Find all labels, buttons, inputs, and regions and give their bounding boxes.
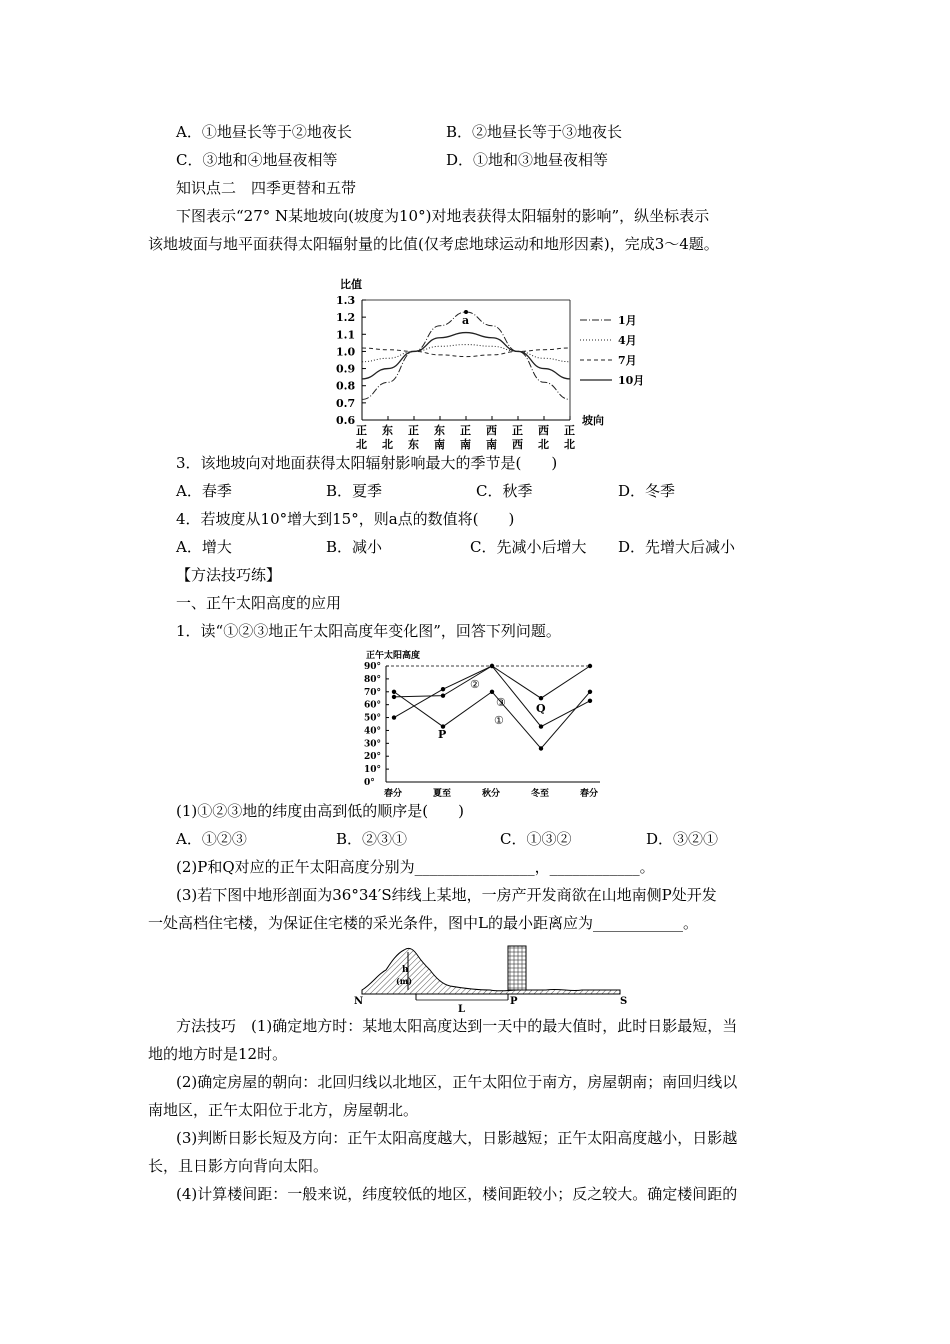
chart2-ytick-label: 90° <box>364 662 382 672</box>
altitude-point <box>588 690 592 694</box>
q4-stem: 4．若坡度从10°增大到15°，则a点的数值将( ) <box>176 510 515 528</box>
q1-1-option-a: A．①②③ <box>176 830 247 848</box>
q3-option-c: C．秋季 <box>476 482 533 500</box>
chart1-xtick-label-top: 东 <box>434 424 445 437</box>
q4-option-a: A．增大 <box>176 538 232 556</box>
chart2-xtick-label: 春分 <box>384 789 403 799</box>
method-line-1: 方法技巧 (1)确定地方时：某地太阳高度达到一天中的最大值时，此时日影最短，当 <box>176 1017 738 1035</box>
label-N: N <box>354 996 364 1007</box>
altitude-point <box>539 746 543 750</box>
altitude-point <box>539 696 543 700</box>
chart1-ytick-label: 0.6 <box>336 414 356 427</box>
chart1-xtick-label-top: 正 <box>460 424 471 437</box>
chart1-xtick-label-bottom: 南 <box>460 438 471 451</box>
legend-jan: 1月 <box>618 314 637 327</box>
altitude-point <box>588 664 592 668</box>
chart1-legend <box>580 314 644 387</box>
legend-jul: 7月 <box>618 354 637 367</box>
q3-option-d: D．冬季 <box>618 482 676 500</box>
q3-stem: 3．该地坡向对地面获得太阳辐射影响最大的季节是( ) <box>176 454 558 472</box>
method-line-7: (4)计算楼间距：一般来说，纬度较低的地区，楼间距较小；反之较大。确定楼间距的 <box>176 1185 738 1203</box>
chart1-xtick-label-top: 西 <box>486 424 497 437</box>
q1-1-stem: (1)①②③地的纬度由高到低的顺序是( ) <box>176 802 464 820</box>
altitude-line-3 <box>394 666 590 727</box>
chart1-xtick-label-bottom: 南 <box>434 438 445 451</box>
mountain <box>362 948 620 994</box>
label-P: P <box>438 728 447 741</box>
label-P-terrain: P <box>510 996 518 1007</box>
point-a-label: a <box>462 314 470 327</box>
method-line-4: 南地区，正午太阳位于北方，房屋朝北。 <box>148 1101 419 1119</box>
chart1-xtick-label-top: 正 <box>356 424 367 437</box>
q4-option-b: B．减小 <box>326 538 383 556</box>
q3-option-b: B．夏季 <box>326 482 383 500</box>
residential-building <box>508 946 526 990</box>
label-circle-1: ① <box>494 714 504 727</box>
q1-stem: 1．读“①②③地正午太阳高度年变化图”，回答下列问题。 <box>176 622 561 640</box>
chart1-xtick-label-top: 正 <box>564 424 575 437</box>
terrain-profile <box>350 940 640 1014</box>
altitude-point <box>490 664 494 668</box>
altitude-point <box>392 715 396 719</box>
chart1-ylabel: 比值 <box>340 278 362 291</box>
chart1-ytick-label: 0.7 <box>336 396 356 410</box>
chart2-ytick-label: 50° <box>364 713 382 724</box>
sub-title: 一、正午太阳高度的应用 <box>176 594 342 612</box>
series-line-4 <box>362 333 570 379</box>
altitude-point <box>392 690 396 694</box>
altitude-point <box>588 699 592 703</box>
altitude-point <box>441 687 445 691</box>
method-line-5: (3)判断日影长短及方向：正午太阳高度越大，日影越短；正午太阳高度越小，日影越 <box>176 1129 738 1147</box>
chart1-ytick-label: 0.8 <box>336 379 356 393</box>
option-c: C．③地和④地昼夜相等 <box>176 151 338 169</box>
label-circle-2: ② <box>470 678 480 691</box>
label-S: S <box>620 996 628 1007</box>
intro-line-1: 下图表示“27° N某地坡向(坡度为10°)对地表获得太阳辐射的影响”，纵坐标表示 <box>176 207 710 225</box>
altitude-point <box>490 690 494 694</box>
method-line-2: 地的地方时是12时。 <box>148 1045 288 1063</box>
altitude-point <box>539 724 543 728</box>
chart1-xtick-label-bottom: 北 <box>382 438 393 451</box>
chart1-ytick-label: 0.9 <box>336 362 356 376</box>
chart1-ytick-label: 1.2 <box>336 311 356 325</box>
chart1-xtick-label-bottom: 北 <box>356 438 367 451</box>
chart1-xtick-label-bottom: 北 <box>538 438 549 451</box>
option-b: B．②地昼长等于③地夜长 <box>446 123 623 141</box>
altitude-point <box>441 693 445 697</box>
q1-3-line-1: (3)若下图中地形剖面为36°34′S纬线上某地，一房产开发商欲在山地南侧P处开发 <box>176 886 717 904</box>
label-Q: Q <box>536 702 546 715</box>
q3-option-a: A．春季 <box>176 482 232 500</box>
chart1-ytick-label: 1.3 <box>336 294 356 307</box>
method-line-3: (2)确定房屋的朝向：北回归线以北地区，正午太阳位于南方，房屋朝南；南回归线以 <box>176 1073 738 1091</box>
chart1-xtick-label-bottom: 东 <box>408 438 419 451</box>
legend-apr: 4月 <box>618 334 637 347</box>
chart1-xtick-label-bottom: 西 <box>512 438 523 451</box>
chart2-xtick-label: 冬至 <box>531 789 550 799</box>
chart2-xtick-label: 夏至 <box>433 789 452 799</box>
chart2-ylabel: 正午太阳高度 <box>366 651 421 661</box>
chart1-xlabel: 坡向 <box>582 414 604 427</box>
chart1-ytick-label: 1.0 <box>336 345 356 359</box>
option-d: D．①地和③地昼夜相等 <box>446 151 609 169</box>
q1-2-stem: (2)P和Q对应的正午太阳高度分别为________________，____________。 <box>176 858 655 876</box>
chart2-ytick-label: 0° <box>364 778 375 788</box>
chart2-xtick-label: 秋分 <box>482 789 501 799</box>
height-unit: (m) <box>396 976 413 986</box>
q1-1-option-b: B．②③① <box>336 830 408 848</box>
chart2-ytick-label: 30° <box>364 739 382 750</box>
chart1-xtick-label-bottom: 北 <box>564 438 575 451</box>
chart2-ytick-label: 40° <box>364 726 382 737</box>
chart2-ytick-label: 70° <box>364 687 382 698</box>
q4-option-c: C．先减小后增大 <box>470 538 587 556</box>
q1-3-line-2: 一处高档住宅楼，为保证住宅楼的采光条件，图中L的最小距离应为____________。 <box>148 914 698 932</box>
section-title: 知识点二 四季更替和五带 <box>176 179 357 197</box>
chart2-ytick-label: 60° <box>364 700 382 711</box>
intro-line-2: 该地坡面与地平面获得太阳辐射量的比值(仅考虑地球运动和地形因素)，完成3～4题。 <box>148 235 719 253</box>
noon-sun-altitude-chart <box>360 646 610 800</box>
legend-oct: 10月 <box>618 374 645 387</box>
chart1-xtick-label-top: 正 <box>408 424 419 437</box>
q1-1-option-c: C．①③② <box>500 830 572 848</box>
chart1-xtick-label-top: 西 <box>538 424 549 437</box>
label-L: L <box>458 1004 466 1015</box>
q4-option-d: D．先增大后减小 <box>618 538 736 556</box>
chart1-xtick-label-bottom: 南 <box>486 438 497 451</box>
chart1-xtick-label-top: 正 <box>512 424 523 437</box>
practice-title: 【方法技巧练】 <box>176 566 282 584</box>
chart1-ytick-label: 1.1 <box>336 328 356 342</box>
q1-1-option-d: D．③②① <box>646 830 719 848</box>
height-label: h <box>402 965 409 975</box>
option-a: A．①地昼长等于②地夜长 <box>176 123 352 141</box>
chart1-xtick-label-top: 东 <box>382 424 393 437</box>
slope-radiation-chart <box>330 274 645 452</box>
label-circle-3: ③ <box>496 696 506 709</box>
series-line-2 <box>362 345 570 362</box>
chart2-xtick-label: 春分 <box>580 789 599 799</box>
chart2-ytick-label: 20° <box>364 752 382 763</box>
chart2-ytick-label: 80° <box>364 674 382 685</box>
altitude-point <box>392 695 396 699</box>
chart2-ytick-label: 10° <box>364 765 382 776</box>
series-line-3 <box>362 348 570 357</box>
method-line-6: 长，且日影方向背向太阳。 <box>148 1157 329 1175</box>
